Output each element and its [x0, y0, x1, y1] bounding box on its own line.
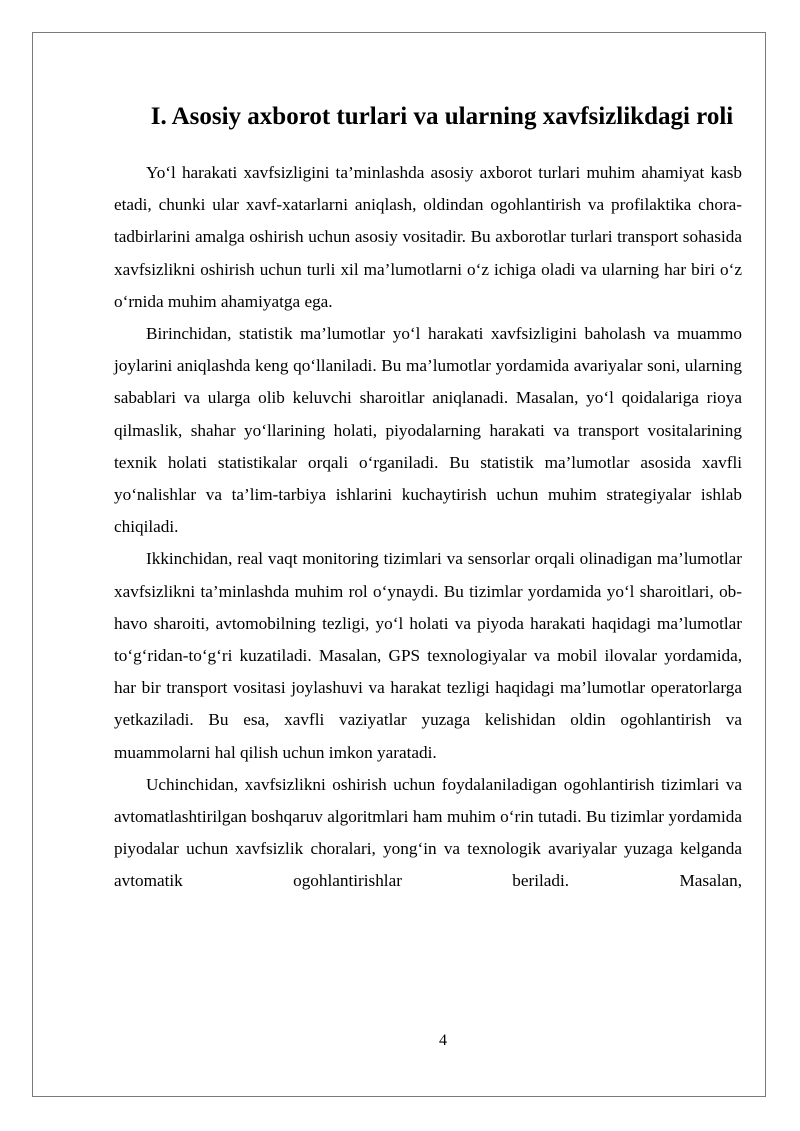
paragraph-monitoring: Ikkinchidan, real vaqt monitoring tizimlari va sensorlar orqali olinadigan ma’lumotlar xavfsizlikni ta’minlashda muhim rol o‘ynaydi. Bu tizimlar yordamida yo‘l sharoitlari, ob-havo sharoiti, avtomobilning tezligi, yo‘l holati va piyoda harakati haqidagi ma’lumotlar to‘g‘ridan-to‘g‘ri kuzatiladi. Masalan, GPS texnologiyalar va mobil ilovalar yordamida, har bir transport vositasi joylashuvi va harakat tezligi haqidagi ma’lumotlar operatorlarga yetkaziladi. Bu esa, xavfli vaziyatlar yuzaga kelishidan oldin ogohlantirish va muammolarni hal qilish uchun imkon yaratadi. — [114, 549, 742, 762]
document-body — [114, 92, 742, 898]
page-number: 4 — [439, 1032, 447, 1049]
paragraph-warning-systems: Uchinchidan, xavfsizlikni oshirish uchun foydalaniladigan ogohlantirish tizimlari va avtomatlashtirilgan boshqaruv algoritmlari ham muhim o‘rin tutadi. Bu tizimlar yordamida piyodalar uchun xavfsizlik choralari, yong‘in va texnologik avariyalar yuzaga kelganda avtomatik ogohlantirishlar beriladi. Masalan, — [114, 774, 742, 891]
paragraph-intro: Yo‘l harakati xavfsizligini ta’minlashda asosiy axborot turlari muhim ahamiyat kasb etadi, chunki ular xavf-xatarlarni aniqlash, oldindan ogohlantirish va profilaktika chora-tadbirlarini amalga oshirish uchun asosiy vositadir. Bu axborotlar turlari transport sohasida xavfsizlikni oshirish uchun turli xil ma’lumotlarni o‘z ichiga oladi va ularning har biri o‘z o‘rnida muhim ahamiyatga ega. — [114, 163, 742, 311]
body-text — [114, 157, 742, 898]
section-heading: I. Asosiy axborot turlari va ularning xavfsizlikdagi roli — [150, 103, 734, 130]
paragraph-statistics: Birinchidan, statistik ma’lumotlar yo‘l harakati xavfsizligini baholash va muammo joylarini aniqlashda keng qo‘llaniladi. Bu ma’lumotlar yordamida avariyalar soni, ularning sabablari va ularga olib keluvchi sharoitlar aniqlanadi. Masalan, yo‘l qoidalariga rioya qilmaslik, shahar yo‘llarining holati, piyodalarning harakati va transport vositalarining texnik holati statistikalar orqali o‘rganiladi. Bu statistik ma’lumotlar asosida xavfli yo‘nalishlar va ta’lim-tarbiya ishlarini kuchaytirish uchun muhim strategiyalar ishlab chiqiladi. — [114, 324, 742, 537]
